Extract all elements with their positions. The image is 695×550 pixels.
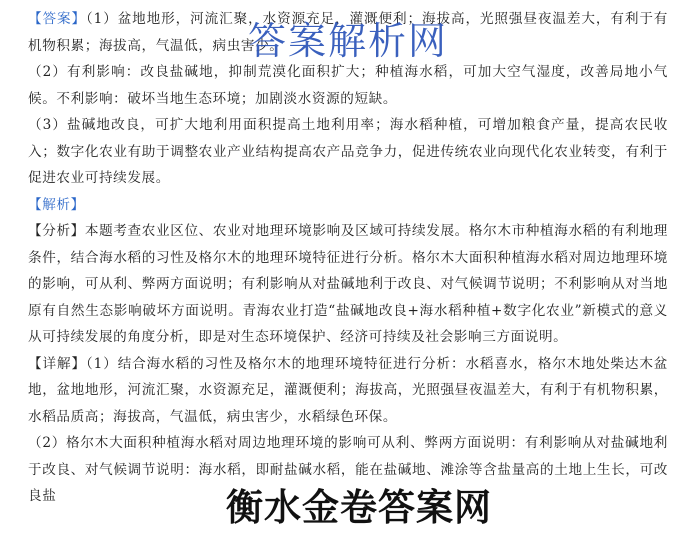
analysis-paragraph	[28, 218, 668, 351]
analysis-tag: 【解析】	[28, 196, 85, 213]
answer-paragraph-2: （2）有利影响：改良盐碱地，抑制荒漠化面积扩大；种植海水稻，可加大空气湿度，改善局地小气候。不利影响：破坏当地生态环境；加剧淡水资源的短缺。	[28, 64, 668, 107]
answer-paragraph-3: （3）盐碱地改良，可扩大地利用面积提高土地利用率；海水稻种植，可增加粮食产量，提高农民收入；数字化农业有助于调整农业产业结构提高农产品竞争力，促进传统农业向现代化农业转变，有利于促进农业可持续发展。	[28, 117, 668, 186]
answer-text-1: （1）盆地地形，河流汇聚，水资源充足，灌溉便利；海拔高，光照强昼夜温差大，有利于有机物积累；海拔高，气温低，病虫害少。	[28, 11, 668, 54]
watermark-bottom: 衡水金卷答案网	[226, 486, 492, 529]
fenxi-tag: 【分析】	[28, 223, 85, 239]
detail-paragraph-2: （2）格尔木大面积种植海水稻对周边地理环境的影响可从利、弊两方面说明：有利影响从对盐碱地利于改良、对气候调节说明：海水稻，即耐盐碱水稻，能在盐碱地、滩涂等含盐量高的土地上生长，可改良盐	[28, 435, 668, 504]
detail-paragraph-1	[28, 351, 668, 431]
document-body	[28, 6, 668, 510]
fenxi-text: 本题考查农业区位、农业对地理环境影响及区域可持续发展。格尔木市种植海水稻的有利地理条件，结合海水稻的习性及格尔木的地理环境特征进行分析。格尔木大面积种植海水稻对周边地理环境的影响，可从利、弊两方面说明；有利影响从对盐碱地利于改良、对气候调节说明；不利影响从对当地原有自然生态影响破坏方面说明。青海农业打造“盐碱地改良+海水稻种植+数字化农业”新模式的意义从可持续发展的角度分析，即是对生态环境保护、经济可持续及社会影响三方面说明。	[28, 223, 668, 345]
answer-tag: 【答案】	[28, 11, 86, 27]
xiangjie-text-1: （1）结合海水稻的习性及格尔木的地理环境特征进行分析：水稻喜水，格尔木地处柴达木盆地，盆地地形，河流汇聚，水资源充足，灌溉便利；海拔高，光照强昼夜温差大，有利于有机物积累，水稻品质高；海拔高，气温低，病虫害少，水稻绿色环保。	[28, 355, 668, 425]
xiangjie-tag: 【详解】	[28, 355, 86, 372]
watermark-top: 答案解析网	[248, 19, 449, 63]
